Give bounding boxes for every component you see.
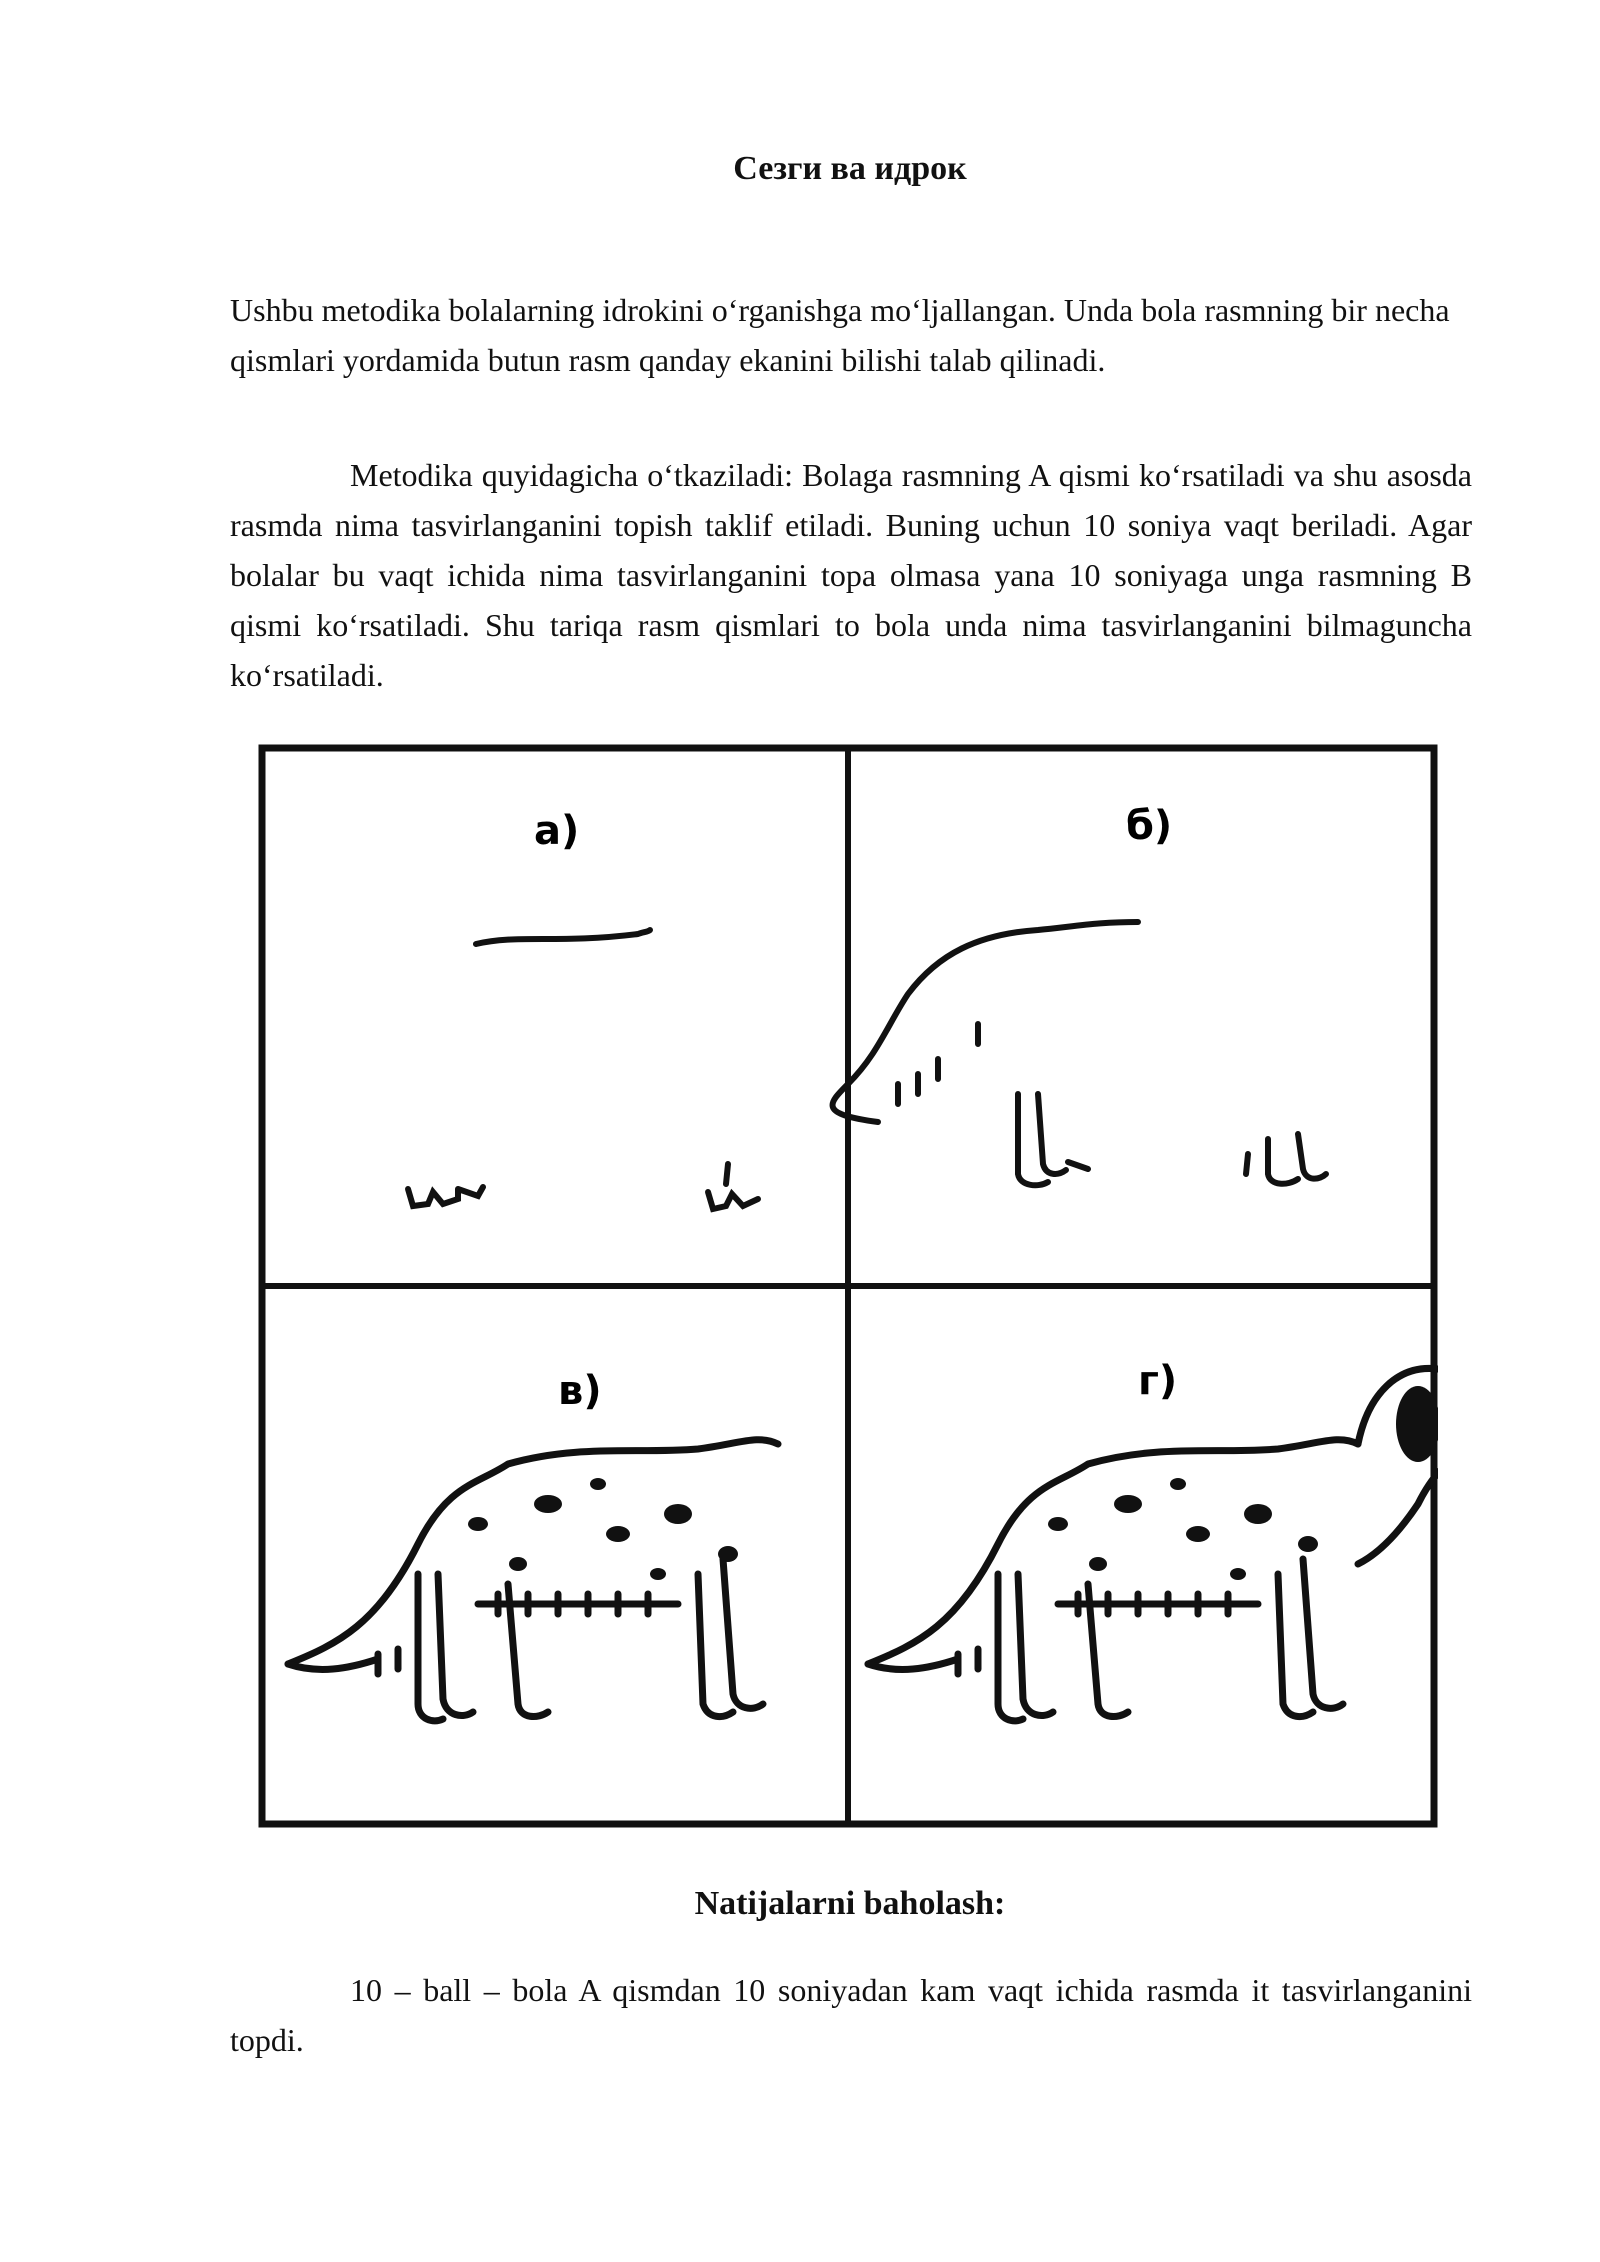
page-title: Сезги ва идрок: [733, 150, 967, 187]
panel-a-label: а): [534, 808, 580, 854]
result-10-paragraph: 10 – ball – bola A qismdan 10 soniyadan kam vaqt ichida rasmda it tasvirlanganini topdi.: [230, 1972, 1472, 2058]
dog-figure: [258, 744, 1438, 1828]
dog-figure-drawing: [258, 744, 1438, 1828]
panel-d-label: г): [1138, 1358, 1178, 1404]
results-heading: Natijalarni baholash:: [694, 1885, 1006, 1922]
panel-c-label: в): [558, 1368, 602, 1414]
panel-b-label: б): [1126, 803, 1173, 849]
intro-paragraph: Ushbu metodika bolalarning idrokini o‘rganishga mo‘ljallangan. Unda bola rasmning bir necha qismlari yordamida butun rasm qanday ekanini bilishi talab qilinadi.: [230, 292, 1450, 378]
method-paragraph: Metodika quyidagicha o‘tkaziladi: Bolaga rasmning A qismi ko‘rsatiladi va shu asosda rasmda nima tasvirlanganini topish taklif etiladi. Buning uchun 10 soniya vaqt beriladi. Agar bolalar bu vaqt ichida nima tasvirlanganini topa olmasa yana 10 soniyaga unga rasmning B qismi ko‘rsatiladi. Shu tariqa rasm qismlari to bola unda nima tasvirlanganini bilmaguncha ko‘rsatiladi.: [230, 457, 1472, 693]
